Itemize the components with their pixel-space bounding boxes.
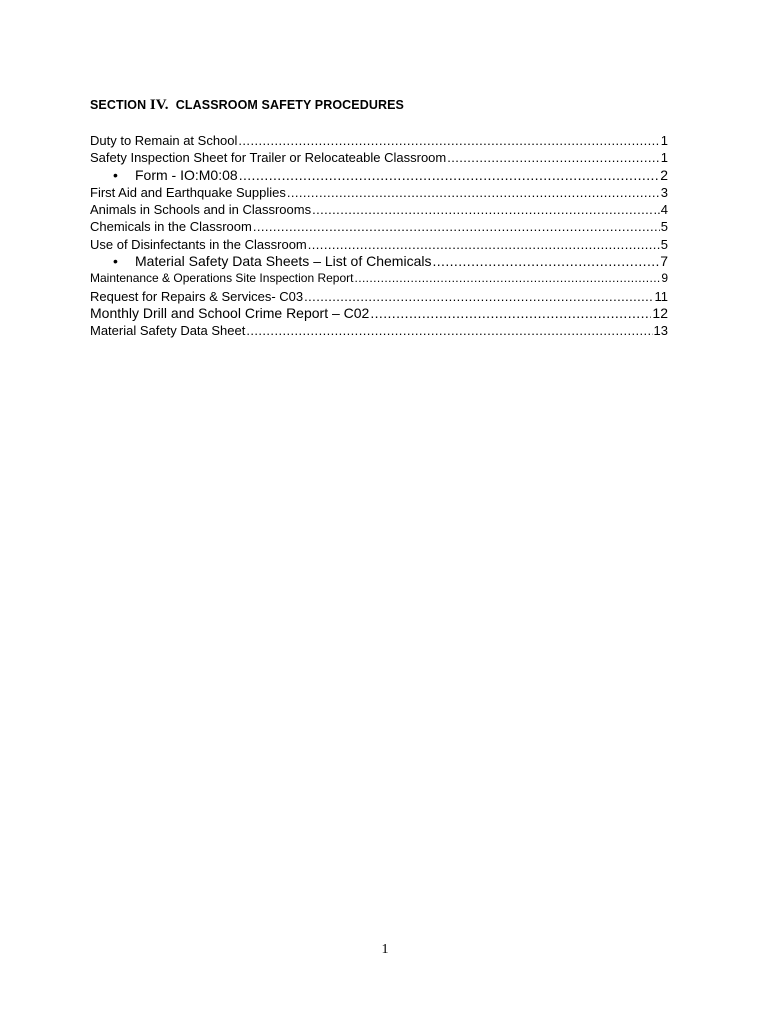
toc-entry-page-number: 13 xyxy=(653,323,668,339)
toc-entry-page-number: 11 xyxy=(654,288,668,304)
toc-entry[interactable] xyxy=(90,184,668,201)
section-prefix: SECTION xyxy=(90,98,150,112)
toc-entry[interactable] xyxy=(90,218,668,235)
toc-dot-leader xyxy=(370,305,651,322)
toc-entry-label: Form - IO:M0:08 xyxy=(135,166,238,183)
toc-entry-label: Maintenance & Operations Site Inspection Report xyxy=(90,271,354,286)
section-title-text: CLASSROOM SAFETY PROCEDURES xyxy=(175,98,404,112)
toc-dot-leader xyxy=(304,288,653,305)
toc-entry-page-number: 1 xyxy=(660,133,668,148)
toc-entry[interactable] xyxy=(90,149,668,166)
toc-dot-leader xyxy=(287,184,660,201)
toc-entry-page-number: 3 xyxy=(660,184,668,200)
toc-entry-label: Monthly Drill and School Crime Report – C02 xyxy=(90,304,370,321)
toc-entry-label: Use of Disinfectants in the Classroom xyxy=(90,236,307,252)
toc-entry-page-number: 12 xyxy=(652,304,668,321)
toc-dot-leader xyxy=(246,322,652,339)
toc-entry[interactable] xyxy=(90,132,668,149)
toc-dot-leader xyxy=(354,270,660,287)
table-of-contents xyxy=(90,132,668,340)
toc-entry[interactable] xyxy=(90,167,668,184)
toc-entry-label: Material Safety Data Sheet xyxy=(90,323,246,339)
toc-entry-page-number: 5 xyxy=(660,236,668,252)
toc-entry-label: Safety Inspection Sheet for Trailer or Relocateable Classroom xyxy=(90,150,447,166)
bullet-icon: • xyxy=(113,166,118,183)
toc-dot-leader xyxy=(432,253,659,270)
toc-entry-label: Material Safety Data Sheets – List of Chemicals xyxy=(135,253,432,270)
toc-entry-label: Duty to Remain at School xyxy=(90,133,238,148)
toc-entry[interactable] xyxy=(90,236,668,253)
toc-entry-label: Request for Repairs & Services- C03 xyxy=(90,288,304,304)
toc-entry[interactable] xyxy=(90,201,668,218)
section-roman-numeral: IV. xyxy=(149,97,169,113)
section-heading xyxy=(90,97,404,114)
toc-dot-leader xyxy=(239,167,660,184)
toc-dot-leader xyxy=(447,149,660,166)
toc-entry[interactable] xyxy=(90,288,668,305)
toc-dot-leader xyxy=(312,201,652,218)
toc-dot-leader xyxy=(308,236,660,253)
toc-dot-leader xyxy=(253,218,660,235)
toc-entry[interactable] xyxy=(90,305,668,322)
toc-entry[interactable] xyxy=(90,270,668,287)
toc-entry-page-number: 1 xyxy=(660,150,668,166)
page-number: 1 xyxy=(381,942,389,957)
toc-entry-label: First Aid and Earthquake Supplies xyxy=(90,184,286,200)
toc-entry[interactable] xyxy=(90,253,668,270)
toc-entry-page-number: 2 xyxy=(660,166,668,183)
toc-entry-label: Chemicals in the Classroom xyxy=(90,219,252,235)
toc-dot-leader xyxy=(238,132,659,149)
toc-entry-page-number: ..4 xyxy=(653,202,668,218)
toc-entry-page-number: 7 xyxy=(660,253,668,270)
bullet-icon: • xyxy=(113,253,118,270)
toc-entry-label: Animals in Schools and in Classrooms xyxy=(90,202,312,218)
toc-entry[interactable] xyxy=(90,322,668,339)
toc-entry-page-number: 9 xyxy=(661,271,668,286)
toc-entry-page-number: 5 xyxy=(660,219,668,235)
